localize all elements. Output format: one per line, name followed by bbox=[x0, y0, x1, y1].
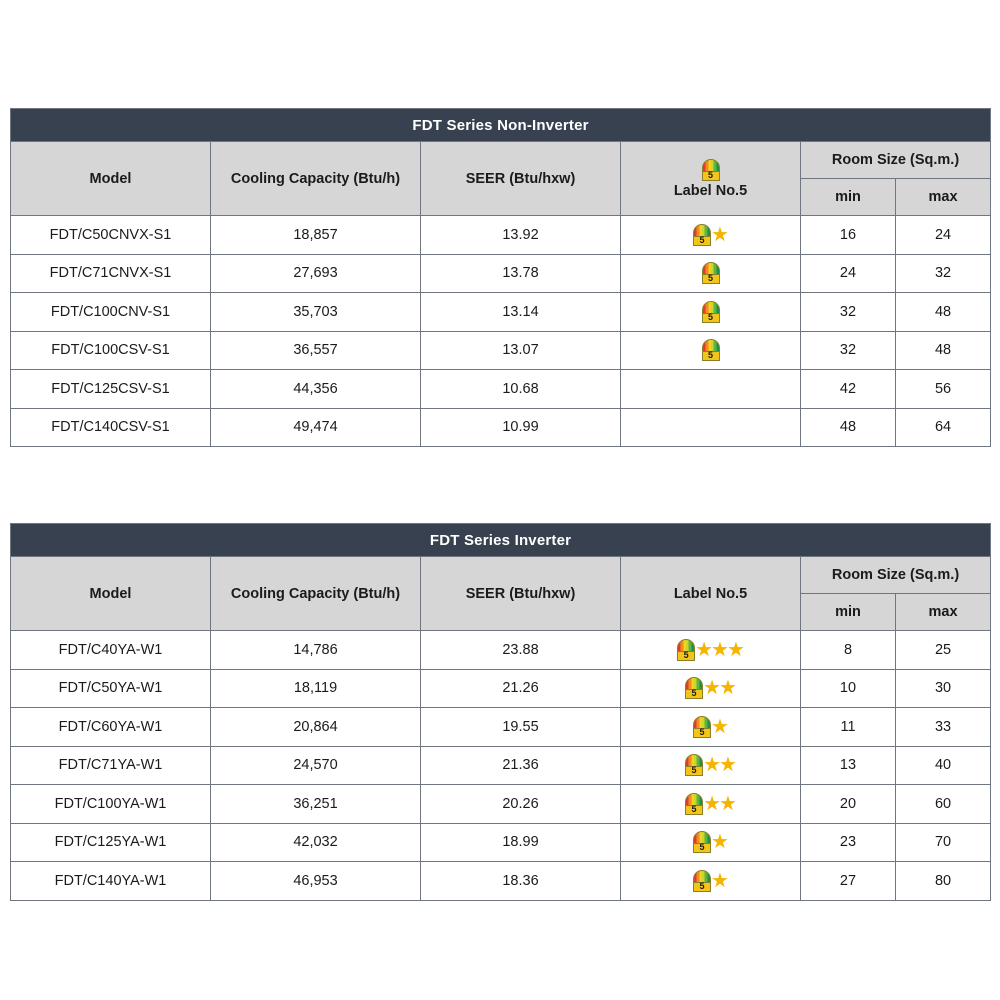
cell-label bbox=[621, 331, 801, 370]
cell-room-size-max: 48 bbox=[896, 331, 991, 370]
cell-cooling-capacity: 20,864 bbox=[211, 708, 421, 747]
star-icon: ★ bbox=[711, 831, 729, 854]
cell-room-size-max: 33 bbox=[896, 708, 991, 747]
star-icon: ★ bbox=[711, 223, 729, 246]
cell-cooling-capacity: 49,474 bbox=[211, 408, 421, 447]
cell-cooling-capacity: 36,557 bbox=[211, 331, 421, 370]
star-icon: ★ bbox=[711, 869, 729, 892]
cell-room-size-max: 32 bbox=[896, 254, 991, 293]
star-icon: ★ bbox=[711, 638, 729, 661]
cell-model: FDT/C71CNVX-S1 bbox=[11, 254, 211, 293]
cell-model: FDT/C40YA-W1 bbox=[11, 631, 211, 670]
cell-room-size-min: 13 bbox=[801, 746, 896, 785]
col-header-seer: SEER (Btu/hxw) bbox=[421, 557, 621, 631]
col-header-max: max bbox=[896, 594, 991, 631]
cell-model: FDT/C125YA-W1 bbox=[11, 823, 211, 862]
cell-model: FDT/C100YA-W1 bbox=[11, 785, 211, 824]
cell-room-size-min: 32 bbox=[801, 293, 896, 332]
cell-seer: 23.88 bbox=[421, 631, 621, 670]
star-icon: ★ bbox=[719, 754, 737, 777]
table-row bbox=[11, 862, 991, 901]
energy-label-icon: 5 bbox=[701, 339, 721, 361]
cell-label bbox=[621, 254, 801, 293]
cell-model: FDT/C71YA-W1 bbox=[11, 746, 211, 785]
star-icon: ★ bbox=[719, 677, 737, 700]
table-header-row-1 bbox=[11, 557, 991, 594]
cell-cooling-capacity: 18,119 bbox=[211, 669, 421, 708]
energy-label-icon: 5 bbox=[692, 831, 712, 853]
table-block-non-inverter bbox=[10, 108, 990, 447]
table-title-row bbox=[11, 524, 991, 557]
cell-label bbox=[621, 370, 801, 409]
cell-seer: 10.99 bbox=[421, 408, 621, 447]
table-title: FDT Series Inverter bbox=[11, 524, 991, 557]
star-icon: ★ bbox=[703, 677, 721, 700]
cell-cooling-capacity: 14,786 bbox=[211, 631, 421, 670]
cell-label bbox=[621, 669, 801, 708]
star-rating bbox=[713, 832, 729, 852]
table-body-non-inverter bbox=[11, 216, 991, 447]
energy-label-icon: 5 bbox=[701, 159, 721, 181]
table-row bbox=[11, 823, 991, 862]
cell-room-size-min: 42 bbox=[801, 370, 896, 409]
cell-model: FDT/C50CNVX-S1 bbox=[11, 216, 211, 255]
cell-room-size-min: 23 bbox=[801, 823, 896, 862]
cell-seer: 10.68 bbox=[421, 370, 621, 409]
energy-label-icon: 5 bbox=[684, 677, 704, 699]
cell-room-size-max: 70 bbox=[896, 823, 991, 862]
star-icon: ★ bbox=[726, 638, 745, 661]
cell-seer: 13.92 bbox=[421, 216, 621, 255]
cell-model: FDT/C125CSV-S1 bbox=[11, 370, 211, 409]
star-icon: ★ bbox=[695, 638, 714, 661]
cell-seer: 21.36 bbox=[421, 746, 621, 785]
col-header-room-size: Room Size (Sq.m.) bbox=[801, 557, 991, 594]
cell-seer: 13.07 bbox=[421, 331, 621, 370]
star-rating bbox=[713, 225, 729, 245]
cell-label bbox=[621, 408, 801, 447]
cell-label bbox=[621, 293, 801, 332]
cell-model: FDT/C140CSV-S1 bbox=[11, 408, 211, 447]
star-rating bbox=[705, 794, 737, 814]
energy-label-icon: 5 bbox=[701, 301, 721, 323]
cell-model: FDT/C60YA-W1 bbox=[11, 708, 211, 747]
cell-seer: 21.26 bbox=[421, 669, 621, 708]
table-title-row bbox=[11, 109, 991, 142]
cell-room-size-max: 48 bbox=[896, 293, 991, 332]
col-header-seer: SEER (Btu/hxw) bbox=[421, 142, 621, 216]
cell-seer: 18.36 bbox=[421, 862, 621, 901]
star-icon: ★ bbox=[703, 792, 721, 815]
col-header-min: min bbox=[801, 179, 896, 216]
table-row bbox=[11, 669, 991, 708]
cell-room-size-min: 11 bbox=[801, 708, 896, 747]
table-row bbox=[11, 631, 991, 670]
table-body-inverter bbox=[11, 631, 991, 901]
cell-seer: 13.14 bbox=[421, 293, 621, 332]
col-header-room-size: Room Size (Sq.m.) bbox=[801, 142, 991, 179]
cell-room-size-max: 40 bbox=[896, 746, 991, 785]
cell-cooling-capacity: 27,693 bbox=[211, 254, 421, 293]
cell-cooling-capacity: 42,032 bbox=[211, 823, 421, 862]
cell-room-size-min: 24 bbox=[801, 254, 896, 293]
energy-label-icon: 5 bbox=[692, 716, 712, 738]
table-row bbox=[11, 408, 991, 447]
table-row bbox=[11, 785, 991, 824]
cell-room-size-min: 8 bbox=[801, 631, 896, 670]
cell-room-size-max: 64 bbox=[896, 408, 991, 447]
cell-room-size-min: 32 bbox=[801, 331, 896, 370]
energy-label-icon: 5 bbox=[676, 639, 696, 661]
cell-model: FDT/C140YA-W1 bbox=[11, 862, 211, 901]
cell-room-size-max: 56 bbox=[896, 370, 991, 409]
table-row bbox=[11, 293, 991, 332]
cell-model: FDT/C100CNV-S1 bbox=[11, 293, 211, 332]
col-header-label: Label No.5 bbox=[621, 557, 801, 631]
table-block-inverter bbox=[10, 523, 990, 901]
table-row bbox=[11, 370, 991, 409]
cell-room-size-max: 80 bbox=[896, 862, 991, 901]
table-row bbox=[11, 708, 991, 747]
star-rating bbox=[705, 678, 737, 698]
star-icon: ★ bbox=[703, 754, 721, 777]
col-header-model: Model bbox=[11, 557, 211, 631]
energy-label-icon: 5 bbox=[692, 224, 712, 246]
cell-label bbox=[621, 785, 801, 824]
energy-label-icon: 5 bbox=[692, 870, 712, 892]
cell-label bbox=[621, 746, 801, 785]
col-header-label bbox=[621, 142, 801, 216]
cell-cooling-capacity: 18,857 bbox=[211, 216, 421, 255]
table-title: FDT Series Non-Inverter bbox=[11, 109, 991, 142]
col-header-min: min bbox=[801, 594, 896, 631]
cell-room-size-min: 27 bbox=[801, 862, 896, 901]
cell-cooling-capacity: 44,356 bbox=[211, 370, 421, 409]
star-icon: ★ bbox=[711, 715, 729, 738]
cell-room-size-max: 25 bbox=[896, 631, 991, 670]
cell-label bbox=[621, 708, 801, 747]
cell-seer: 19.55 bbox=[421, 708, 621, 747]
cell-room-size-max: 30 bbox=[896, 669, 991, 708]
table-header-row-1 bbox=[11, 142, 991, 179]
table-row bbox=[11, 331, 991, 370]
spec-table-inverter bbox=[10, 523, 991, 901]
cell-cooling-capacity: 35,703 bbox=[211, 293, 421, 332]
energy-label-icon: 5 bbox=[701, 262, 721, 284]
star-icon: ★ bbox=[719, 792, 737, 815]
cell-label bbox=[621, 823, 801, 862]
cell-room-size-min: 16 bbox=[801, 216, 896, 255]
star-rating bbox=[705, 755, 737, 775]
cell-seer: 18.99 bbox=[421, 823, 621, 862]
col-header-max: max bbox=[896, 179, 991, 216]
cell-room-size-max: 60 bbox=[896, 785, 991, 824]
cell-cooling-capacity: 36,251 bbox=[211, 785, 421, 824]
col-header-cooling-capacity: Cooling Capacity (Btu/h) bbox=[211, 557, 421, 631]
cell-label bbox=[621, 862, 801, 901]
cell-room-size-min: 20 bbox=[801, 785, 896, 824]
cell-model: FDT/C100CSV-S1 bbox=[11, 331, 211, 370]
table-row bbox=[11, 216, 991, 255]
col-header-label-text: Label No.5 bbox=[673, 182, 748, 199]
cell-label bbox=[621, 631, 801, 670]
col-header-model: Model bbox=[11, 142, 211, 216]
star-rating bbox=[713, 871, 729, 891]
cell-cooling-capacity: 46,953 bbox=[211, 862, 421, 901]
star-rating bbox=[713, 717, 729, 737]
cell-room-size-max: 24 bbox=[896, 216, 991, 255]
col-header-cooling-capacity: Cooling Capacity (Btu/h) bbox=[211, 142, 421, 216]
cell-room-size-min: 10 bbox=[801, 669, 896, 708]
cell-label bbox=[621, 216, 801, 255]
cell-room-size-min: 48 bbox=[801, 408, 896, 447]
cell-cooling-capacity: 24,570 bbox=[211, 746, 421, 785]
energy-label-icon: 5 bbox=[684, 793, 704, 815]
table-row bbox=[11, 746, 991, 785]
cell-seer: 20.26 bbox=[421, 785, 621, 824]
cell-model: FDT/C50YA-W1 bbox=[11, 669, 211, 708]
spec-table-non-inverter bbox=[10, 108, 991, 447]
table-row bbox=[11, 254, 991, 293]
cell-seer: 13.78 bbox=[421, 254, 621, 293]
star-rating bbox=[697, 640, 745, 660]
energy-label-icon: 5 bbox=[684, 754, 704, 776]
